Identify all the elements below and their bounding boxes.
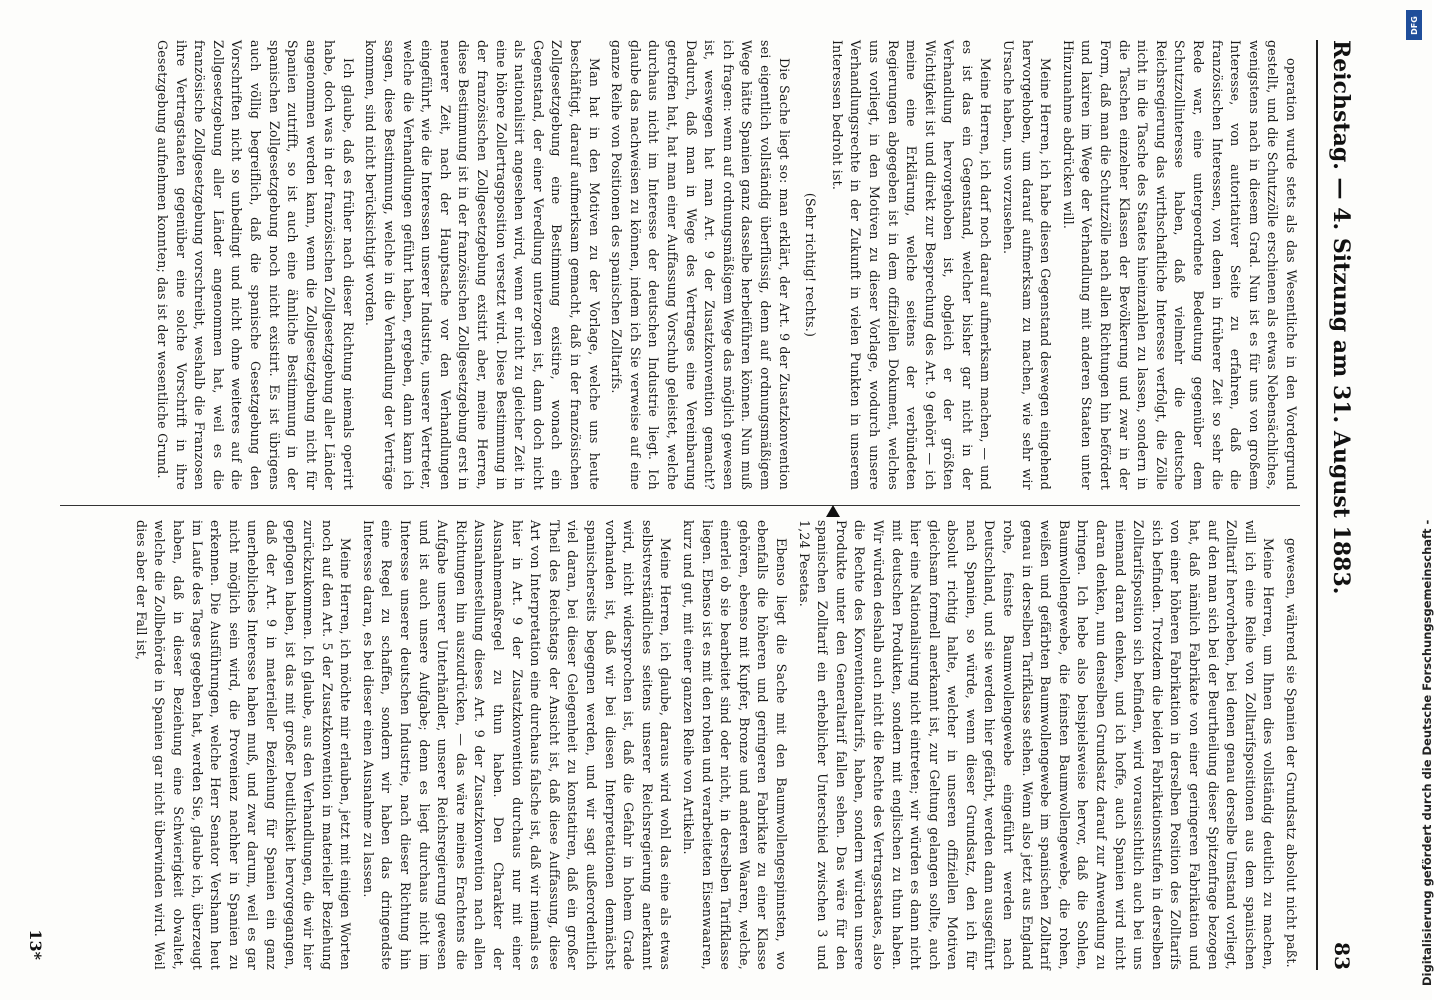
left-column — [60, 40, 1300, 490]
paragraph: Meine Herren, um Ihnen dies vollständig deutlich zu machen, will ich eine Reihe von Zolltarifspositionen aus dem spanischen Zolltarif hervorheben, bei denen genau derselbe Umstand vorliegt, auf den man sich bei der Beurtheilung dieser Spitzenfrage bezogen hat, daß nämlich Fabrikate von einer geringeren Fabrikation und von einer höheren Fabrikation in derselben Position des Zolltarifs sich befinden. Trotzdem die beiden Fabrikationsstufen in derselben Zolltarifsposition sich befinden, wird voraussichtlich auch bei uns niemand daran denken, und ich hoffe, auch Spanien wird nicht daran denken, nun denselben Grundsatz darauf zur Anwendung zu bringen. Ich hebe also beispielsweise hervor, daß die Sohlen, Baumwollengewebe, die feinsten Baumwollengewebe, die rohen, weißen und gefärbten Baumwollengewebe im spanischen Zolltarif genau in derselben Tarifklasse stehen. Wenn also jetzt aus England rohe, feinste Baumwollengewebe eingeführt werden nach Deutschland, und sie werden hier gefärbt, werden dann ausgeführt nach Spanien, so würde, wenn dieser Grundsatz, den ich für absolut richtig halte, welcher in unseren offiziellen Motiven gleichsam formell anerkannt ist, zur Geltung gelangen sollte, auch hier eine Nationalisirung nicht eintreten; wir würden es dann nicht mit deutschen Produkten, sondern mit englischen zu thun haben. Wir würden deshalb auch nicht die Rechte des Vertragsstaates, also die Rechte des Konventionaltarifs, haben, sondern würden unsere Produkte unter den Generaltarif fallen sehen. Das wäre für den spanischen Zolltarif ein erheblicher Unterschied zwischen 3 und 1,24 Pesetas. — [796, 520, 1277, 970]
right-column — [60, 520, 1300, 970]
paragraph: Meine Herren, ich darf noch darauf aufmerksam machen, — und es ist das ein Gegenstand, welcher bisher gar nicht in der Verhandlung hervorgehoben ist, obgleich er der größten Wichtigkeit ist und direkt zur Besprechung des Art. 9 gehört — ich meine eine Erklärung, welche seitens der verbündeten Regierungen abgegeben ist in dem offiziellen Dokument, welches uns vorliegt, in den Motiven zu dieser Vorlage, wodurch unsere Verhandlungsrechte in der Zukunft in vielen Punkten in unserem Interessen bedroht ist. — [829, 40, 994, 490]
arrow-marker-icon — [826, 505, 840, 517]
interjection: (Sehr richtig! rechts.) — [803, 192, 819, 338]
paragraph: gewesen, während sie Spanien der Grundsatz absolut nicht paßt. — [1284, 538, 1299, 968]
paragraph: Ich glaube, daß es früher nach dieser Richtung niemals operirt habe, doch was in der französischen Zollgesetzgebung aller Länder angenommen werden kann, wenn die Zollgesetzgebung nicht für Spanien zutrifft, so ist auch eine ähnliche Bestimmung in der spanischen Zollgesetzgebung noch nicht existirt. Es ist übrigens auch völlig begreiflich, daß die spanische Gesetzgebung den Vorschriften nicht so unbedingt und nicht ohne weiteres auf die Zollgesetzgebung aller Länder angenommen hat, weil es die französische Zollgesetzgebung vorschreibt, weshalb die Franzosen ihre Vertragstaaten gegenüber eine solche Vorschrift in ihre Gesetzgebung aufnehmen konnten; das ist der wesentliche Grund. — [154, 40, 356, 490]
paragraph: Ebenso liegt die Sache mit den Baumwollengespinnsten, wo ebenfalls die höheren und geringeren Fabrikate zu einer Klasse gehören, ebenso mit Kupfer, Bronze und anderen Waaren, welche, einerlei ob sie bearbeitet sind oder nicht, in derselben Tarifklasse liegen. Ebenso ist es mit den rohen und verarbeiteten Eisenwaaren, kurz und gut, mit einer ganzen Reihe von Artikeln. — [681, 520, 789, 970]
paragraph: Meine Herren, ich glaube, daraus wird wohl das eine als etwas selbstverständliches seitens unserer Reichsregierung anerkannt wird, nicht widersprochen ist, daß die Gefahr in hohem Grade vorhanden ist, daß wir bei diesen Interpretationen demnächst spanischerseits begegnen werden, und wir sagt außerordentlich viel daran, bei dieser Gelegenheit zu konstatiren, daß ein großer Theil des Reichstags der Ansicht ist, daß diese Auffassung, diese Art von Interpretation eine durchaus falsche ist, daß wir niemals es hier in Art. 9 der Zusatzkonvention durchaus nur mit einer Ausnahmemaßregel zu thun haben. Den Charakter der Ausnahmestellung dieses Art. 9 der Zusatzkonvention nach allen Richtungen hin auszudrücken, — das wäre meines Erachtens die Aufgabe unserer Unterhändler, unserer Reichsregierung gewesen und ist auch unsere Aufgabe; denn es liegt durchaus nicht im Interesse unserer deutschen Industrie, nach dieser Richtung hin eine Regel zu schaffen, sondern wir haben das dringendste Interesse daran, es bei dieser einen Ausnahme zu lassen. — [360, 520, 674, 970]
paragraph: Die Sache liegt so: man erklärt, der Art. 9 der Zusatzkonvention sei eigentlich vollständig überflüssig, denn auf ordnungsmäßigem Wege hätte Spanien ganz dasselbe herbeiführen können. Nun muß ich fragen: wenn auf ordnungsmäßigem Wege das möglich gewesen ist, weswegen hat man Art. 9 der Zusatzkonvention gemacht? Dadurch, daß man in Wege des Vertrages eine Vereinbarung getroffen hat, hat man einer Auffassung Vorschub geleistet, welche durchaus nicht im Interesse der deutschen Industrie liegt. Ich glaube das nachweisen zu können, indem ich Sie verweise auf eine ganze Reihe von Positionen des spanischen Zolltarifs. — [609, 40, 792, 490]
running-title: Reichstag. — 4. Sitzung am 31. August 1883. — [1328, 40, 1354, 595]
page-number: 83 — [1330, 942, 1354, 970]
dfg-logo-icon: DFG — [1406, 10, 1422, 40]
dfg-credit-text: Digitalisierung gefördert durch die Deutsche Forschungsgemeinschaft - — [1420, 519, 1434, 986]
paragraph: operation wurde stets als das Wesentliche in den Vordergrund gestellt, und die Schutzzölle erschienen als etwas Nebensächliches, wenigstens nach in diesem Grad. Nun ist es für uns von großem Interesse, von autoritativer Seite zu erfahren, daß die französischen Interessen, von denen in früherer Zeit so sehr die Rede war, eine untergeordnete Bedeutung gegenüber dem Schutzzollinteresse haben, daß vielmehr die deutsche Reichsregierung das wirthschaftliche Interesse verfolgt, die Zölle nicht in die Tasche des Staates hineinzahlen zu lassen, sondern in die Taschen einzelner Klassen der Bevölkerung und zwar in der Form, daß man die Schutzzölle nach allen Richtungen hin befördert und laxiren im Wege der Verhandlung mit anderen Staaten unter Hinzunahme abdrücken will. — [1060, 40, 1299, 490]
dfg-credit-strip — [1400, 6, 1434, 992]
page-header — [1318, 40, 1354, 970]
column-divider — [60, 505, 1300, 506]
sheet-signature: 13* — [26, 929, 45, 960]
header-rule — [1316, 40, 1318, 970]
paragraph: Meine Herren, ich möchte mir erlauben, jetzt mit einigen Worten noch auf den Art. 5 der Zusatzkonvention in materieller Beziehung zurückzukommen. Ich glaube, aus den Verhandlungen, die wir hier gepflogen haben, ist das mit großer Deutlichkeit hervorgegangen, daß der Art. 9 in materieller Beziehung für Spanien ein ganz unerhebliches Interesse haben muß, und zwar darum, weil es gar nicht möglich sein wird, die Provenienz nachher in Spanien zu erkennen. Die Ausführungen, welche Herr Senator Vershann heut im Laufe des Tages gegeben hat, werden Sie, glaube ich, überzeugt haben, daß in dieser Beziehung eine Schwierigkeit obwaltet, welche die Zollbehörde in Spanien gar nicht überwinden wird. Weil dies aber der Fall ist, — [133, 520, 354, 970]
paragraph: Man hat in den Motiven zu der Vorlage, welche uns heute beschäftigt, darauf aufmerksam gemacht, daß in der französischen Zollgesetzgebung eine Bestimmung existire, wonach ein Gegenstand, der einer Veredlung unterzogen ist, dann doch nicht als nationalisirt angesehen wird, wenn er nicht zu gleicher Zeit in eine höhere Zollertragsposition versetzt wird. Diese Bestimmung in der französischen Zollgesetzgebung existirt aber, meine Herren, diese Bestimmung ist in der französischen Zollgesetzgebung erst in neuerer Zeit, nach der Hauptsache vor den Verhandlungen eingeführt, wie die Interessen unserer Industrie, unserer Vertreter, welche die Verhandlungen geführt haben, ergeben, dann kann ich sagen, diese Bestimmung, welche in die Verhandlung der Verträge kommen, sind nicht berücksichtigt worden. — [363, 40, 602, 490]
paragraph: Meine Herren, ich habe diesen Gegenstand deswegen eingehend hervorgehoben, um darauf aufmerksam zu machen, wie sehr wir Ursache haben, uns vorzusehen. — [1001, 40, 1054, 490]
